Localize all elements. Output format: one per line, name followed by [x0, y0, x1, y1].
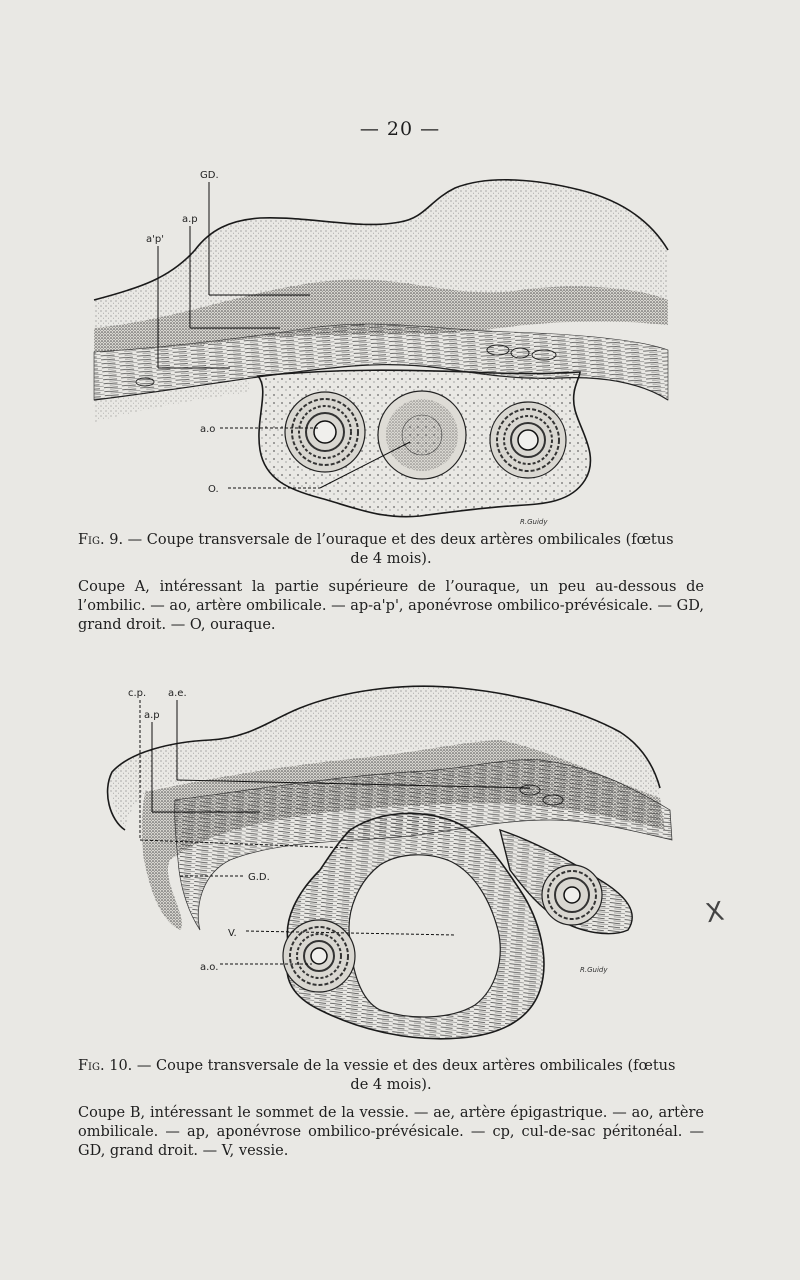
label-gd: GD.: [200, 170, 219, 181]
figure-9-drawing: [80, 160, 720, 530]
figure-9-title: [78, 531, 704, 550]
urachus-lumen: [378, 391, 466, 479]
figure-10: [80, 680, 720, 1050]
figure-10-drawing: [80, 680, 720, 1050]
figure-10-caption: [78, 1057, 704, 1161]
label-ap: a.p: [144, 710, 160, 721]
label-ae: a.e.: [168, 688, 187, 699]
umbilical-artery-right: [490, 402, 566, 478]
figure-9-caption: [78, 531, 704, 635]
figure-10-title: [78, 1057, 704, 1076]
illustrator-signature: R.Guidy: [520, 518, 548, 526]
figure-10-title-text: — Coupe transversale de la vessie et des deux artères ombilicales (fœtus: [136, 1058, 676, 1074]
label-ap-prime: a'p': [146, 234, 164, 245]
label-ap: a.p: [182, 214, 198, 225]
page-number: — 20 —: [359, 118, 441, 140]
umbilical-artery-left: [283, 920, 355, 992]
umbilical-artery-left: [285, 392, 365, 472]
figure-9-label: Fig. 9.: [78, 532, 124, 548]
figure-9-title-text: — Coupe transversale de l’ouraque et des deux artères ombilicales (fœtus: [127, 532, 674, 548]
label-o: O.: [208, 484, 219, 495]
figure-10-label: Fig. 10.: [78, 1058, 133, 1074]
margin-mark: X: [703, 896, 727, 930]
umbilical-artery-right: [542, 865, 602, 925]
label-gd: G.D.: [248, 872, 270, 883]
figure-10-legend: Coupe B, intéressant le sommet de la vessie. — ae, artère épigastrique. — ao, artère ombilicale. — ap, aponévrose ombilico-prévésicale. — cp, cul-de-sac péritonéal. — GD, grand droit. — V, vessie.: [78, 1105, 704, 1159]
label-cp: c.p.: [128, 688, 147, 699]
illustrator-signature: R.Guidy: [580, 966, 608, 974]
figure-9-title-line2: de 4 mois).: [350, 551, 432, 567]
figure-9-legend: Coupe A, intéressant la partie supérieure de l’ouraque, un peu au-dessous de l’ombilic. — ao, artère ombilicale. — ap-a'p', aponévrose ombilico-prévésicale. — GD, grand droit. — O, ouraque.: [78, 579, 704, 633]
label-ao: a.o.: [200, 962, 219, 973]
label-ao: a.o: [200, 424, 216, 435]
figure-9: [80, 160, 720, 530]
figure-10-title-line2: de 4 mois).: [350, 1077, 432, 1093]
label-v: V.: [228, 928, 237, 939]
